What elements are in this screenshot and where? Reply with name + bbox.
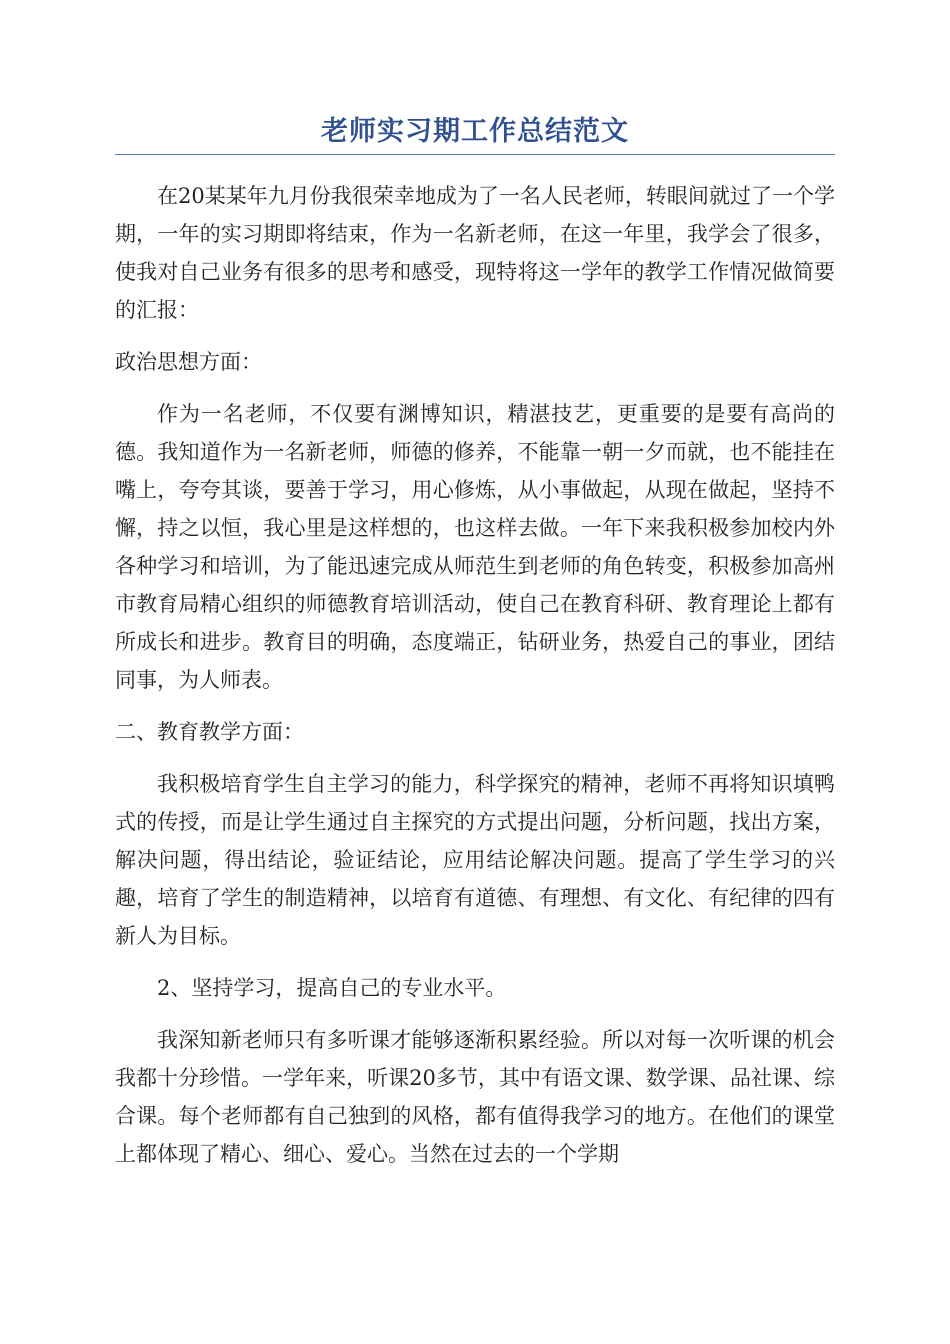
- section-heading-teaching: 二、教育教学方面：: [115, 720, 304, 744]
- title-underline: [115, 154, 835, 155]
- paragraph-intro: 在20某某年九月份我很荣幸地成为了一名人民老师，转眼间就过了一个学期，一年的实习期即将结束，作为一名新老师，在这一年里，我学会了很多，使我对自己业务有很多的思考和感受，现特将这一学年的教学工作情况做简要的汇报：: [115, 184, 835, 322]
- paragraph-teaching: 我积极培育学生自主学习的能力，科学探究的精神，老师不再将知识填鸭式的传授，而是让学生通过自主探究的方式提出问题，分析问题，找出方案，解决问题，得出结论，验证结论，应用结论解决问题。提高了学生学习的兴趣，培育了学生的制造精神，以培育有道德、有理想、有文化、有纪律的四有新人为目标。: [115, 772, 835, 948]
- document-page: [115, 112, 835, 1187]
- paragraph-study: 我深知新老师只有多听课才能够逐渐积累经验。所以对每一次听课的机会我都十分珍惜。一学年来，听课20多节，其中有语文课、数学课、品社课、综合课。每个老师都有自己独到的风格，都有值得我学习的地方。在他们的课堂上都体现了精心、细心、爱心。当然在过去的一个学期: [115, 1028, 835, 1166]
- subheading-study: 2、坚持学习，提高自己的专业水平。: [157, 976, 507, 1000]
- document-title: 老师实习期工作总结范文: [321, 116, 629, 147]
- section-heading-political: 政治思想方面：: [115, 350, 262, 374]
- paragraph-political: 作为一名老师，不仅要有渊博知识，精湛技艺，更重要的是要有高尚的德。我知道作为一名新老师，师德的修养，不能靠一朝一夕而就，也不能挂在嘴上，夸夸其谈，要善于学习，用心修炼，从小事做起，从现在做起，坚持不懈，持之以恒，我心里是这样想的，也这样去做。一年下来我积极参加校内外各种学习和培训，为了能迅速完成从师范生到老师的角色转变，积极参加高州市教育局精心组织的师德教育培训活动，使自己在教育科研、教育理论上都有所成长和进步。教育目的明确，态度端正，钻研业务，热爱自己的事业，团结同事，为人师表。: [115, 402, 835, 692]
